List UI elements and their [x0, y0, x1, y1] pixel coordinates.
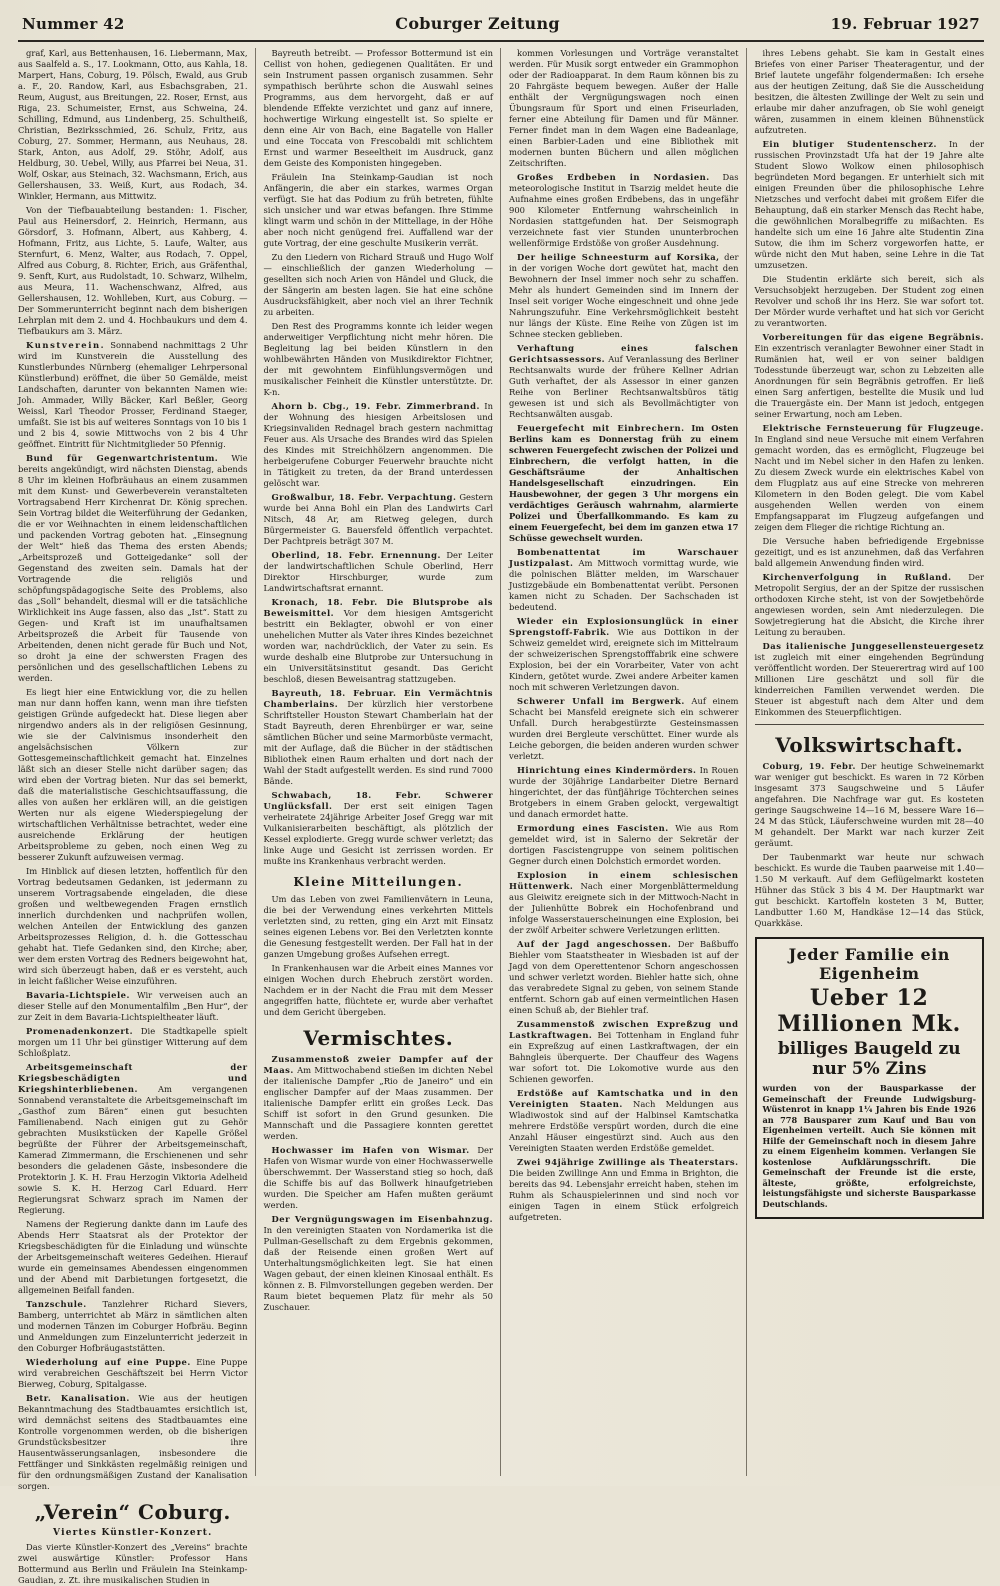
article-text: [509, 939, 739, 1016]
article-body: Am Mittwochabend stießen im dichten Nebel der italienische Dampfer „Rio de Janeiro“ und ein englischer Dampfer auf der Maas zusammen. Der italienische Dampfer erlitt ein großes Leck. Das Schiff ist sofort in den Grund gesunken. Die Mannschaft und die Passagiere konnten gerettet werden.: [263, 1065, 493, 1141]
article-text: [509, 1157, 739, 1223]
article-lead: Der heilige Schneesturm auf Korsika,: [517, 252, 720, 262]
issue-date: 19. Februar 1927: [830, 15, 980, 33]
article-text: [18, 990, 248, 1023]
article-text: [755, 139, 985, 271]
article-text: Fräulein Ina Steinkamp-Gaudian ist noch Anfängerin, die aber ein starkes, warmes Organ verfügt. Sie hat das Podium zu früh betreten, fühlte sich unsicher und war etwas befangen. Ihre Stimme klingt warm und schön in der Mittellage, in der Höhe aber noch nicht genügend frei. Auffallend war der gute Vortrag, der eine geschulte Musikerin verrät.: [263, 172, 493, 248]
article-body: Das meteorologische Institut in Tsarzig meldet heute die Aufnahme eines großen Erdbebens, das in ungefähr 900 Kilometer Entfernung wahrscheinlich in Nordasien stattgefunden hat. Der Seismograph verzeichnete fast vier Stunden ununterbrochen wellenförmige Erdstöße von großer Ausdehnung.: [509, 172, 739, 248]
headline: „Verein“ Coburg.: [34, 1500, 231, 1524]
article-lead: Verhaftung eines falschen Gerichtsassessors.: [509, 343, 739, 364]
article-text: [755, 641, 985, 718]
article-lead: Bavaria-Lichtspiele.: [26, 990, 130, 1000]
article-text: Bayreuth betreibt. — Professor Bottermund ist ein Cellist von hohen, gediegenen Qualitäten. Er und sein Instrument passen organisch zusammen. Sehr sympathisch berührte schon die Auswahl seines Programms, aus dem hervorgeht, daß er auf blendende Effekte verzichtet und ganz auf innere, hochwertige Wirkung eingestellt ist. So spielte er denn eine Air von Bach, eine Bagatelle von Haller und eine Toccata von Frescobaldi mit schlichtem Ernst und warmer Beseeltheit im Ausdruck, ganz dem Geiste des Komponisten hingegeben.: [263, 48, 493, 168]
article-body: Wie aus Dottikon in der Schweiz gemeldet wird, ereignete sich im Mittelraum der schweizerischen Sprengstofffabrik eine schwere Explosion, bei der ein Vorarbeiter, Vater von acht Kindern, getötet wurde. Zwei andere Arbeiter kamen noch mit schweren Verletzungen davon.: [509, 627, 739, 692]
article-text: ihres Lebens gehabt. Sie kam in Gestalt eines Briefes von einer Pariser Theateragentur, und der Brief lautete ungefähr folgendermaßen: Ich ersehe aus der heutigen Zeitung, daß Sie die Ausscheidung besitzen, die ältesten Zwillinge der Welt zu sein und erlaube mir daher anzufragen, ob Sie wohl geneigt wären, zusammen in einem kleinen Bühnenstück aufzutreten.: [754, 48, 984, 135]
article-text: Zu den Liedern von Richard Strauß und Hugo Wolf — einschließlich der ganzen Wiederholung — gesellten sich noch Arien von Händel und Gluck, die der Sängerin am besten lagen. Sie hat eine schöne Ausdrucksfähigkeit, aber noch viel an ihrer Technik zu arbeiten.: [263, 252, 493, 317]
article-text: [509, 765, 739, 820]
article-lead: Großwalbur, 18. Febr. Verpachtung.: [271, 492, 457, 502]
article-body: ist zugleich mit einer eingehenden Begründung veröffentlicht worden. Der Steuerertrag wird auf 100 Millionen Lire geschätzt und soll für die kinderreichen Familien verwendet werden. Die Steuer ist abgestuft nach dem Alter und dem Einkommen des Steuerpflichtigen.: [754, 652, 984, 717]
column-4: [755, 48, 985, 1476]
article-body: Wie aus Rom gemeldet wird, ist in Salerno der Sekretär der dortigen Fascistengruppe von seinem politischen Gegner durch einen Dolchstich ermordet worden.: [509, 823, 739, 866]
article-text: [264, 492, 494, 547]
article-lead: Elektrische Fernsteuerung für Flugzeuge.: [762, 423, 984, 433]
article-text: [264, 597, 494, 685]
article-text: [509, 423, 739, 544]
article-text: Namens der Regierung dankte dann im Laufe des Abends Herr Staatsrat als der Protektor der Kriegsbeschädigten für die Einladung und wünschte der Arbeitsgemeinschaft weiteres Gedeihen. Hierauf wurde ein gemeinsames Abendessen eingenommen und der Abend mit Darbietungen fortgesetzt, die allgemeinen Beifall fanden.: [18, 1219, 248, 1295]
article-body: Sonnabend nachmittags 2 Uhr wird im Kunstverein die Ausstellung des Kunstlerbundes Nürnberg (ehemaliger Lehrpersonal Künstlerbund) eröffnet, die über 50 Gemälde, meist Landschaften, darunter von bekannten Namen wie: Joh. Ammader, Willy Bäcker, Karl Beßler, Georg Weissl, Karl Theodor Prosser, Ferdinand Staeger, umfaßt. Sie ist bis auf weiteres Sonntags von 10 bis 1 und 2 bis 4, sowie Mittwochs von 2 bis 4 Uhr geöffnet. Eintritt für Nichtmitglieder 50 Pfennig.: [18, 340, 248, 449]
article-body: Wie bereits angekündigt, wird nächsten Dienstag, abends 8 Uhr im kleinen Hofbräuhaus an einem zusammen mit dem Kunst- und Gewerbeverein veranstalteten Vortragsabend Herr Kirchenrat Dr. König sprechen. Sein Vortrag bildet die Weiterführung der Gedanken, die er vor Weihnachten in einem leidenschaftlichen und packenden Vortrag geboten hat. „Einsegnung der Welt“ hieß das Thema des ersten Abends; „Arbeitsprozeß und Gotteigedanke“ soll der Gegenstand des zweiten sein. Damals hat der Vortragende die religiös und schöpfungspädagogische Seite des Problems, also das „Soll“ behandelt, diesmal will er die tatsächliche Wirklichkeit ins Auge fassen, also das „Ist“. Statt zu Gegen- und Kraft ist im unaufhaltsamen Arbeitsprozeß die Arbeit für Tausende von Arbeitenden, denen nicht gerade für Buch und Not, so droht ja eine der schwersten Fragen des persönlichen und des gesellschaftlichen Lebens zu werden.: [18, 453, 248, 683]
article-text: [509, 616, 739, 693]
article-lead: Wiederholung auf eine Puppe.: [26, 1357, 191, 1367]
article-text: Der Taubenmarkt war heute nur schwach beschickt. Es wurde die Tauben paarweise mit 1.40—1.50 M verkauft. Auf dem Geflügelmarkt kosteten Hühner das Stück 3 bis 4 M. Der Hauptmarkt war gut beschickt. Kartoffeln kosteten 3 M, Butter, Landbutter 1.60 M, Handkäse 12—14 das Stück, Quarkkäse.: [754, 852, 984, 928]
article-body: Der Baßbuffo Biehler vom Staatstheater in Wiesbaden ist auf der Jagd von dem Operettentenor Schorn angeschossen und schwer verletzt worden. Biehler hatte sich, ohne das verabredete Signal zu geben, von seinem Stande entfernt. Schorn gab auf einen vermeintlichen Hasen einen Schuß ab, der Biehler traf.: [509, 939, 739, 1015]
article-text: [264, 401, 494, 489]
article-text: Um das Leben von zwei Familienvätern in Leuna, die bei der Verwendung eines verkehrten Mittels verletzten sind, zu retten, ging ein Arzt mit Einsatz seines eigenen Lebens vor. Bei den Verletzten konnte die Genesung festgestellt werden. Der Fall hat in der ganzen Umgebung großes Aufsehen erregt.: [263, 894, 493, 959]
article-body: Nach Meldungen aus Wladiwostok sind auf der Halbinsel Kamtschatka mehrere Erdstöße verspürt worden, durch die eine Anzahl Häuser eingestürzt sind. Auch aus den Vereinigten Staaten werden Erdstöße gemeldet.: [509, 1099, 739, 1153]
article-lead: Zwei 94jährige Zwillinge als Theaterstars.: [517, 1157, 739, 1167]
section-heading: Volkswirtschaft.: [775, 733, 964, 757]
article-body: Am Mittwoch vormittag wurde, wie die polnischen Blätter melden, im Warschauer Justizgebäude ein Bombenattentat verübt. Personen kamen nicht zu Schaden. Der Sachschaden ist bedeutend.: [509, 558, 739, 612]
article-text: kommen Vorlesungen und Vorträge veranstaltet werden. Für Musik sorgt entweder ein Grammophon oder der Radioapparat. In dem Raum können bis zu 20 Fahrgäste bequem bewegen. Außer der Halle enthält der Vergnügungswagen noch einen Übungsraum für Sport und einen Friseurladen, ferner eine Abteilung für Damen und für Männer. Ferner findet man in dem Wagen eine Badeanlage, einen Barbier-Laden und eine Bibliothek mit modernen bunten Büchern und allen möglichen Zeitschriften.: [509, 48, 739, 168]
article-text: Das vierte Künstler-Konzert des „Vereins“ brachte zwei auswärtige Künstler: Professor Hans Bottermund aus Berlin und Fräulein Ina Steinkamp-Gaudian, z. Zt. ihre musikalischen Studien in: [18, 1542, 248, 1585]
advertisement-box: [755, 937, 985, 1219]
article-text: Den Rest des Programms konnte ich leider wegen anderweitiger Verpflichtung nicht mehr hören. Die Begleitung lag bei beiden Künstlern in den wohlbewährten Händen von Musikdirektor Fichtner, der mit gewohntem Einfühlungsvermögen und musikalischer Feinheit die Künstler unterstützte. Dr. K-n.: [263, 321, 493, 397]
article-text: [509, 172, 739, 249]
article-lead: Erdstöße auf Kamtschatka und in den Vereinigten Staaten.: [509, 1088, 739, 1109]
columns: [18, 48, 984, 1585]
article-lead: Das italienische Junggesellensteuergesetz: [762, 641, 984, 651]
headline: Vermischtes.: [303, 1026, 454, 1050]
article-text: [755, 761, 985, 849]
article-lead: Ermordung eines Fascisten.: [517, 823, 669, 833]
article-text: [509, 696, 739, 762]
article-lead: Zusammenstoß zwischen Expreßzug und Lastkraftwagen.: [509, 1019, 739, 1040]
article-lead: Bayreuth, 18. Februar. Ein Vermächtnis Chamberlains.: [263, 688, 493, 709]
article-text: [264, 790, 494, 867]
article-body: Der Hafen von Wismar wurde von einer Hochwasserwelle überschwemmt. Der Wasserstand stieg so hoch, daß die Schiffe bis auf das Bollwerk hinaufgetrieben wurden. Die Speicher am Hafen mußten geräumt werden.: [263, 1145, 493, 1210]
article-lead: Der Vergnügungswagen im Eisenbahnzug.: [271, 1214, 493, 1224]
article-text: [509, 343, 739, 420]
column-1: [18, 48, 256, 1585]
article-body: Bei Tottenham in England fuhr ein Expreßzug auf einen Lastkraftwagen, der ein Bahngleis überquerte. Der Chauffeur des Wagens war sofort tot. Die Lokomotive wurde aus den Schienen geworfen.: [509, 1030, 739, 1084]
article-lead: Bund für Gegenwartchristentum.: [26, 453, 219, 463]
article-text: Von der Tiefbauabteilung bestanden: 1. Fischer, Paul aus Heinersdorf, 2. Heinrich, Hermann, aus Görsdorf, 3. Hofmann, Albert, aus Kahberg, 4. Hofmann, Fritz, aus Lichte, 5. Laufe, Walter, aus Sternfurt, 6. Menz, Walter, aus Rodach, 7. Oppel, Alfred aus Coburg, 8. Richter, Erich, aus Gräfenthal, 9. Senft, Kurt, aus Rudolstadt, 10. Schwarz, Wilhelm, aus Meura, 11. Wachenschwanz, Alfred, aus Gellershausen, 12. Wohlleben, Kurt, aus Coburg. — Der Sommerunterricht beginnt nach dem bisherigen Lehrplan mit dem 2. und 4. Hochbaukurs und dem 4. Tiefbaukurs am 3. März.: [18, 205, 248, 336]
article-lead: Hinrichtung eines Kindermörders.: [517, 765, 697, 775]
article-lead: Promenadenkonzert.: [26, 1026, 134, 1036]
article-lead: Betr. Kanalisation.: [26, 1393, 130, 1403]
article-body: Der Metropolit Sergius, der an der Spitze der russischen orthodoxen Kirche steht, ist von der Sowjetbehörde angewiesen worden, sein Amt niederzulegen. Die Sowjetregierung hat die Absicht, die Kirche ihrer Leitung zu berauben.: [754, 572, 984, 637]
article-lead: Hochwasser im Hafen von Wismar.: [271, 1145, 470, 1155]
article-text: Die Versuche haben befriedigende Ergebnisse gezeitigt, und es ist anzunehmen, daß das Verfahren bald allgemein Anwendung finden wird.: [754, 536, 984, 568]
article-text: [509, 252, 739, 340]
article-text: [509, 1019, 739, 1085]
article-lead: Oberlind, 18. Febr. Ernennung.: [271, 550, 441, 560]
article-body: Wir verweisen auch an dieser Stelle auf den Monumentalfilm „Ben Hur“, der zur Zeit in dem Bavaria-Lichtspieltheater läuft.: [18, 990, 248, 1022]
article-text: [509, 870, 739, 936]
article-text: [509, 547, 739, 613]
article-lead: Schwabach, 18. Febr. Schwerer Unglücksfall.: [263, 790, 493, 811]
article-lead: Arbeitsgemeinschaft der Kriegsbeschädigten und Kriegshinterbliebenen.: [18, 1062, 248, 1094]
article-body: Eine Puppe wird verabreichen Geschäftszeit bei Herrn Victor Bierweg, Coburg, Spitalgasse.: [18, 1357, 248, 1389]
column-3: [509, 48, 747, 1476]
article-body: Gestern wurde bei Anna Bohl ein Plan des Landwirts Carl Nitsch, 48 Ar, am Rietweg gelegen, durch Bürgermeister G. Bauersfeld öffentlich verpachtet. Der Pachtpreis beträgt 307 M.: [263, 492, 493, 546]
article-body: Der heutige Schweinemarkt war weniger gut beschickt. Es waren in 72 Körben insgesamt 373 Saugschweine und 5 Läufer angefahren. Die Nachfrage war gut. Es kosteten geringe Saugschweine 14—16 M, bessere Ware 16—24 M das Stück, Läuferschweine wurden mit 28—40 M gehandelt. Der Markt war nach kurzer Zeit geräumt.: [754, 761, 984, 848]
newspaper-title: Coburger Zeitung: [395, 14, 560, 33]
article-body: Auf Veranlassung des Berliner Rechtsanwalts wurde der frühere Kellner Adrian Guth verhaftet, der als Assessor in einer ganzen Reihe von Berliner Rechtsanwaltsbüros tätig gewesen ist und sich als Bevollmächtigter von Rechtsanwälten ausgab.: [509, 354, 739, 419]
column-2: [264, 48, 502, 1476]
ad-headline: Jeder Familie ein Eigenheim: [788, 945, 950, 983]
article-lead: Schwerer Unfall im Bergwerk.: [517, 696, 685, 706]
article-body: In der russischen Provinzstadt Ufa hat der 19 Jahre alte Student Slowo Wolkow einen philosophisch begründeten Mord begangen. Er unterhielt sich mit einigen Freunden über die philosophische Lehre Nietzsches und verfocht dabei mit großem Eifer die Behauptung, daß ein starker Mensch das Recht habe, die gewöhnlichen Moralbegriffe zu mißachten. Es handelte sich um eine 16 Jahre alte Studentin Zina Sutow, die ihm im Scherz vorgeworfen hatte, er würde nicht den Mut haben, seine Lehre in die Tat umzusetzen.: [754, 139, 984, 270]
subheadline: Viertes Künstler-Konzert.: [53, 1528, 213, 1538]
article-text: [264, 1054, 494, 1142]
article-lead: Wieder ein Explosionsunglück in einer Sprengstoff-Fabrik.: [509, 616, 739, 637]
article-body: Der erst seit einigen Tagen verheiratete 24jährige Arbeiter Josef Gregg war mit Vulkanisierarbeiten beschäftigt, als plötzlich der Kessel explodierte. Gregg wurde schwer verletzt; das linke Auge und Gesicht ist zerrissen worden. Er mußte ins Krankenhaus verbracht werden.: [263, 801, 493, 866]
issue-number: Nummer 42: [22, 15, 125, 33]
divider: [755, 724, 985, 725]
article-text: In Frankenhausen war die Arbeit eines Mannes vor einigen Wochen durch Ehebruch zerstört worden. Nachdem er in der Nacht die Frau mit dem Messer angegriffen hatte, flüchtete er, wurde aber verhaftet und dem Gericht übergeben.: [263, 963, 493, 1017]
article-lead: Tanzschule.: [26, 1299, 87, 1309]
article-lead: Großes Erdbeben in Nordasien.: [517, 172, 710, 182]
ad-body-text: wurden von der Bausparkasse der Gemeinschaft der Freunde Ludwigsburg-Wüstenrot in knapp 1¼ Jahren bis Ende 1926 an 778 Bausparer zum Kauf und Bau von Eigenheimen verteilt. Auch Sie können mit Hilfe der Gemeinschaft noch in diesem Jahre zu einem Eigenheim kommen. Verlangen Sie kostenlose Aufklärungsschrift. Die Gemeinschaft der Freunde ist die erste, älteste, größte, erfolgreichste, leistungsfähigste und sicherste Bausparkasse Deutschlands.: [762, 1083, 976, 1209]
ad-offer: billiges Baugeld zu nur 5% Zins: [777, 1039, 961, 1079]
article-text: [18, 453, 248, 684]
article-body: Die beiden Zwillinge Ann und Emma in Brighton, die bereits das 94. Lebensjahr erreicht haben, stehen im Ruhm als Schauspielerinnen und sind noch vor einigen Tagen in einem Stück erfolgreich aufgetreten.: [509, 1168, 739, 1222]
article-text: Die Studentin erklärte sich bereit, sich als Versuchsobjekt herzugeben. Der Student zog einen Revolver und schoß ihr ins Herz. Sie war sofort tot. Der Mörder wurde verhaftet und hat sich vor Gericht zu verantworten.: [754, 274, 984, 328]
article-lead: Explosion in einem schlesischen Hüttenwerk.: [509, 870, 739, 891]
article-text: [755, 572, 985, 638]
article-body: Ein exzentrisch veranlagter Bewohner einer Stadt in Rumänien hat, weil er von seiner baldigen Todesstunde überzeugt war, schon zu Lebzeiten alle Anordnungen für sein Begräbnis getroffen. Er ließ einen Sarg anfertigen, bestellte die Musik und lud die Trauergäste ein. Der Mann ist jedoch, entgegen seiner Erwartung, noch am Leben.: [754, 343, 984, 419]
masthead: [18, 14, 984, 42]
article-body: In der Wohnung des hiesigen Arbeitslosen und Kriegsinvaliden Rednagel brach gestern nachmittag Feuer aus. Als Ursache des Brandes wird das Spielen des Kindes mit Streichhölzern angenommen. Die herbeigerufene Coburger Feuerwehr brauchte nicht in Tätigkeit zu treten, da der Brand unterdessen gelöscht war.: [263, 401, 493, 488]
article-text: [18, 1299, 248, 1354]
article-lead: Coburg, 19. Febr.: [762, 761, 856, 771]
section-heading: Kleine Mitteilungen.: [293, 875, 464, 889]
article-lead: Bombenattentat im Warschauer Justizpalast.: [509, 547, 739, 568]
article-text: [18, 340, 248, 450]
article-text: [18, 1026, 248, 1059]
article-text: graf, Karl, aus Bettenhausen, 16. Liebermann, Max, aus Saalfeld a. S., 17. Lookmann, Otto, aus Kahla, 18. Marpert, Hans, Coburg, 19. Pölsch, Ewald, aus Grub a. F., 20. Randow, Karl, aus Esbachsgraben, 21. Reum, August, aus Breitungen, 22. Roser, Ernst, aus Riga, 23. Schumeister, Ernst, aus Schweina, 24. Schilling, Edmund, aus Lindenberg, 25. Schultheiß, Christian, Bezirksschmied, 26. Schulz, Fritz, aus Coburg, 27. Sommer, Hermann, aus Neuhaus, 28. Stark, Anton, aus Adolf, 29. Stöhr, Adolf, aus Heldburg, 30. Uebel, Willy, aus Pfarrei bei Neua, 31. Wolf, Oskar, aus Steinach, 32. Wachsmann, Erich, aus Gellershausen, 33. Weiß, Kurt, aus Rodach, 34. Winkler, Hermann, aus Mittwitz.: [18, 48, 248, 201]
article-lead: Kirchenverfolgung in Rußland.: [762, 572, 952, 582]
article-text: [264, 688, 494, 787]
article-lead: Feuergefecht mit Einbrechern.: [517, 423, 685, 433]
article-body: In den vereinigten Staaten von Nordamerika ist die Pullman-Gesellschaft zu dem Ergebnis gekommen, daß der Reisende einen großen Wert auf Unterhaltungsmöglichkeiten legt. Sie hat einen Wagen gebaut, der einen kleinen Kinosaal enthält. Es können z. B. Filmvorstellungen gegeben werden. Der Raum bietet bequemen Platz für mehr als 50 Zuschauer.: [263, 1225, 493, 1312]
article-text: [264, 550, 494, 594]
article-lead: Ein blutiger Studentenscherz.: [762, 139, 937, 149]
article-body: Am vergangenen Sonnabend veranstaltete die Arbeitsgemeinschaft im „Gasthof zum Bären“ einen gut besuchten Familienabend. Nach einigen gut zu Gehör gebrachten Musikstücken der Kapelle Größel begrüßte der Führer der Arbeitsgemeinschaft, Kamerad Zimmermann, die Erschienenen und sehr besonders die geladenen Gäste, insbesondere die Protektorin J. K. H. Frau Herzogin Viktoria Adelheid sowie S. K. H. Herzog Carl Eduard. Herr Regierungsrat Schwarz sprach im Namen der Regierung.: [18, 1084, 248, 1215]
article-body: Die Stadtkapelle spielt morgen um 11 Uhr bei günstiger Witterung auf dem Schloßplatz.: [18, 1026, 248, 1058]
article-lead: Vorbereitungen für das eigene Begräbnis.: [762, 332, 984, 342]
article-text: [264, 1214, 494, 1313]
article-body: In England sind neue Versuche mit einem Verfahren gemacht worden, das es ermöglicht, Flugzeuge bei Nacht und im Nebel sicher in den Hafen zu lenken. Zu diesem Zweck wurde ein elektrisches Kabel von dem Flugplatz aus auf eine Strecke von mehreren Kilometern in den Boden gelegt. Die vom Kabel ausgehenden Wellen werden von einem Empfangsapparat im Flugzeug aufgefangen und zeigen dem Flieger die richtige Richtung an.: [754, 434, 984, 532]
article-body: Der Leiter der landwirtschaftlichen Schule Oberlind, Herr Direktor Hirschburger, wurde zum Landwirtschaftsrat ernannt.: [263, 550, 493, 593]
article-text: [509, 1088, 739, 1154]
article-body: Im Osten Berlins kam es Donnerstag früh zu einem schweren Feuergefecht zwischen der Polizei und Einbrechern, die verfolgt hatten, in die Geschäftsräume der Anhaltischen Handelsgesellschaft einzudringen. Ein Hausbewohner, der gegen 3 Uhr morgens ein verdächtiges Geräusch wahrnahm, alarmierte Polizei und Überfallkommando. Es kam zu einem Feuergefecht, bei dem im ganzen etwa 17 Schüsse gewechselt wurden.: [509, 423, 739, 543]
article-body: Der kürzlich hier verstorbene Schriftsteller Houston Stewart Chamberlain hat der Stadt Bayreuth, deren Ehrenbürger er war, seine sämtlichen Bücher und seine Marmorbüste vermacht, mit der Auflage, daß die Bücher in der städtischen Bibliothek einen Raum erhalten und dort nach der Wahl der Stadt aufgestellt werden. Es sind rund 7000 Bände.: [263, 699, 493, 786]
article-text: [18, 1062, 248, 1216]
article-body: Tanzlehrer Richard Sievers, Bamberg, unterrichtet ab März in sämtlichen alten und modernen Tänzen im Coburger Hofbräu. Beginn und Anmeldungen zum Einzelunterricht jederzeit in den Coburger Hofbräugaststätten.: [18, 1299, 248, 1353]
article-text: [509, 823, 739, 867]
article-body: Nach einer Morgenblättermeldung aus Gleiwitz ereignete sich in der Mittwoch-Nacht in der Julienhütte Bobrek ein Hochofenbrand und infolge Wasserstauerscheinungen eine Explosion, bei der zwölf Arbeiter schwere Verletzungen erlitten.: [509, 881, 739, 935]
article-body: der in der vorigen Woche dort gewütet hat, macht den Bewohnern der Insel immer noch sehr zu schaffen. Mehr als hundert Gemeinden sind im Innern der Insel seit voriger Woche eingeschneit und ohne jede Nahrungszufuhr. Eine Verkehrsmöglichkeit besteht nur längs der Küste. Eine Reihe von Zügen ist im Schnee stecken geblieben.: [509, 252, 739, 339]
article-text: Im Hinblick auf diesen letzten, hoffentlich für den Vortrag bedeutsamen Gedanken, ist jedermann zu unserem Vortragsabende eingeladen, die diese großen und weltbewegenden Fragen ernstlich innerlich durchdenken und nachprüfen wollen, welchen Anteilen der Entwicklung des ganzen Arbeitsprozesses Religion, d. h. die Gottesschau gehabt hat. Tiefe Gedanken sind, den Kirche; aber, wer dem ersten Vortrag des Redners beigewohnt hat, wird sich überzeugt haben, daß er es versteht, auch in leicht faßlicher Weise einzuführen.: [18, 866, 248, 986]
article-lead: Kronach, 18. Febr. Die Blutsprobe als Beweismittel.: [263, 597, 493, 618]
article-body: Wie aus der heutigen Bekanntmachung des Stadtbauamtes ersichtlich ist, wird demnächst seitens des Stadtbauamtes eine Kontrolle vorgenommen werden, ob die bisherigen Grundstücksbesitzer ihre Hausentwässerungsanlagen, insbesondere die Fettfänger und Sinkkästen regelmäßig reinigen und für den ordnungsmäßigen Zustand der Kanalisation sorgen.: [18, 1393, 248, 1491]
article-lead: Kunstverein.: [26, 340, 106, 350]
article-text: [264, 1145, 494, 1211]
article-body: Auf einem Schacht bei Mansfeld ereignete sich ein schwerer Unfall. Durch herabgestürzte Gesteinsmassen wurden drei Bergleute verschüttet. Einer wurde als Leiche geborgen, die beiden anderen wurden schwer verletzt.: [509, 696, 739, 761]
article-text: [18, 1357, 248, 1390]
article-body: In Rouen wurde der 30jährige Landarbeiter Dietre Bernard hingerichtet, der das fünfjährige Töchterchen seines Brotgebers in einem Graben gelockt, vergewaltigt und danach ermordet hatte.: [509, 765, 739, 819]
article-lead: Auf der Jagd angeschossen.: [517, 939, 672, 949]
article-text: [755, 332, 985, 420]
article-lead: Zusammenstoß zweier Dampfer auf der Maas.: [263, 1054, 493, 1075]
article-text: [18, 1393, 248, 1492]
article-text: [755, 423, 985, 533]
article-text: Es liegt hier eine Entwicklung vor, die zu hellen man nur dann hoffen kann, wenn man ihre tiefsten geistigen Gründe aufgedeckt hat. Diese liegen aber nirgendwo anders als in der religiösen Gesinnung, wie sie der Calvinismus insonderheit den angelsächsischen Völkern zur Gottesgemeinschaftlichkeit gemacht hat. Einzelnes läßt sich an dieser Stelle nicht darüber sagen; das wird eben der Vortrag bieten. Nur das sei bemerkt, daß die materialistische Geschichtsauffassung, die alles von außen her erklären will, an die geistigen Werten nur als eigene Wiederspiegelung der wirtschaftlichen Verhältnisse betrachtet, weder eine ausreichende Erklärung der heutigen Arbeitsprobleme zu geben, noch einen Weg zu besserer Zukunft aufzuweisen vermag.: [18, 687, 248, 862]
ad-amount: Ueber 12 Millionen Mk.: [777, 985, 962, 1037]
article-lead: Ahorn b. Cbg., 19. Febr. Zimmerbrand.: [271, 401, 480, 411]
article-body: Vor dem hiesigen Amtsgericht bestritt ein Beklagter, obwohl er von einer unehelichen Mutter als Vater ihres Kindes bezeichnet worden war, nachdrücklich, der Vater zu sein. Es wurde deshalb eine Blutprobe zur Untersuchung in ein Universitätsinstitut gesandt. Das Gericht beschloß, diesen Beweisantrag stattzugeben.: [263, 608, 493, 684]
